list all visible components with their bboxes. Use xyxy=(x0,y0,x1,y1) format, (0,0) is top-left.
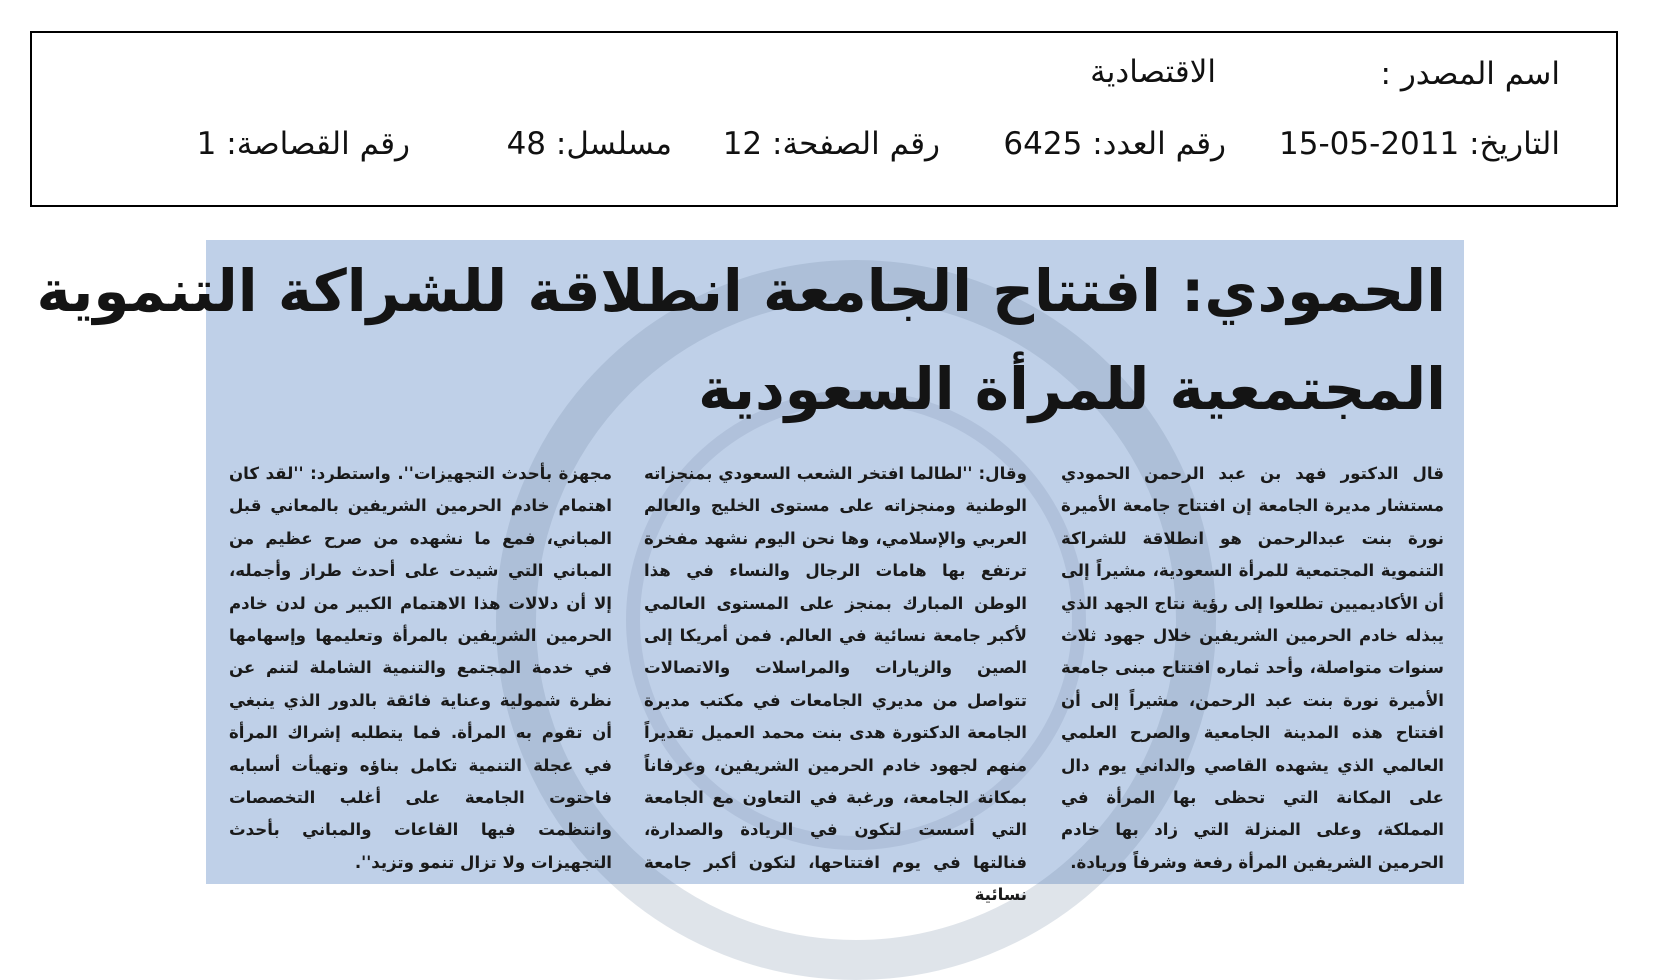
issue-label: رقم العدد: xyxy=(1092,126,1226,162)
page-label: رقم الصفحة: xyxy=(772,126,940,162)
source-value-wrap xyxy=(1090,54,1216,90)
headline-line-1: الحمودي: افتتاح الجامعة انطلاقة للشراكة التنموية xyxy=(36,257,1446,325)
issue-field xyxy=(1003,126,1226,162)
page-value: 12 xyxy=(722,126,763,162)
article-column-right xyxy=(1061,458,1444,879)
serial-value: 48 xyxy=(506,126,547,162)
source-info-box xyxy=(30,31,1618,207)
date-label: التاريخ: xyxy=(1469,126,1560,162)
article-column-middle xyxy=(644,458,1027,912)
page-field xyxy=(722,126,940,162)
column-2-text: وقال: ''لطالما افتخر الشعب السعودي بمنجزاته الوطنية ومنجزاته على مستوى الخليج والعالم العربي والإسلامي، وها نحن اليوم نشهد مفخرة ترتفع بها هامات الرجال والنساء في هذا الوطن المبارك بمنجز على المستوى العالمي لأكبر جامعة نسائية في العالم. فمن أمريكا إلى الصين والزيارات والمراسلات والاتصالات تتواصل من مديري الجامعات في مكتب مديرة الجامعة الدكتورة هدى بنت محمد العميل تقديراً منهم لجهود خادم الحرمين الشريفين، وعرفاناً بمكانة الجامعة، ورغبة في التعاون مع الجامعة التي أسست لتكون في الريادة والصدارة، فنالتها في يوم افتتاحها، لتكون أكبر جامعة نسائية xyxy=(644,464,1027,905)
date-field xyxy=(1279,126,1560,162)
source-label: اسم المصدر : xyxy=(1380,56,1560,92)
serial-label: مسلسل: xyxy=(555,126,672,162)
clip-number-field xyxy=(196,126,410,162)
newspaper-clipping xyxy=(36,240,1464,905)
column-1-text: قال الدكتور فهد بن عبد الرحمن الحمودي مستشار مديرة الجامعة إن افتتاح جامعة الأميرة نورة بنت عبدالرحمن هو انطلاقة للشراكة التنموية المجتمعية للمرأة السعودية، مشيراً إلى أن الأكاديميين تطلعوا إلى رؤية نتاج الجهد الذي يبذله خادم الحرمين الشريفين خلال جهود ثلاث سنوات متواصلة، وأحد ثماره افتتاح مبنى جامعة الأميرة نورة بنت عبد الرحمن، مشيراً إلى أن افتتاح هذه المدينة الجامعية والصرح العلمي العالمي الذي يشهده القاصي والداني يوم دال على المكانة التي تحظى بها المرأة في المملكة، وعلى المنزلة التي زاد بها خادم الحرمين الشريفين المرأة رفعة وشرفاً وريادة. xyxy=(1061,464,1444,872)
date-value: 2011-05-15 xyxy=(1279,126,1460,162)
serial-field xyxy=(506,126,672,162)
source-row xyxy=(1380,56,1560,92)
article-column-left xyxy=(229,458,612,879)
clip-number-value: 1 xyxy=(196,126,217,162)
issue-value: 6425 xyxy=(1003,126,1083,162)
source-value: الاقتصادية xyxy=(1090,54,1216,90)
clip-number-label: رقم القصاصة: xyxy=(226,126,410,162)
column-3-text: مجهزة بأحدث التجهيزات''. واستطرد: ''لقد كان اهتمام خادم الحرمين الشريفين بالمعاني قبل المباني، فمع ما نشهده من صرح عظيم من المباني التي شيدت على أحدث طراز وأجمله، إلا أن دلالات هذا الاهتمام الكبير من لدن خادم الحرمين الشريفين بالمرأة وتعليمها وإسهامها في خدمة المجتمع والتنمية الشاملة لتنم عن نظرة شمولية وعناية فائقة بالدور الذي ينبغي أن تقوم به المرأة. فما يتطلبه إشراك المرأة في عجلة التنمية تكامل بناؤه وتهيأت أسبابه فاحتوت الجامعة على أغلب التخصصات وانتظمت فيها القاعات والمباني بأحدث التجهيزات ولا تزال تنمو وتزيد''. xyxy=(229,464,612,872)
headline-line-2: المجتمعية للمرأة السعودية xyxy=(698,355,1446,423)
